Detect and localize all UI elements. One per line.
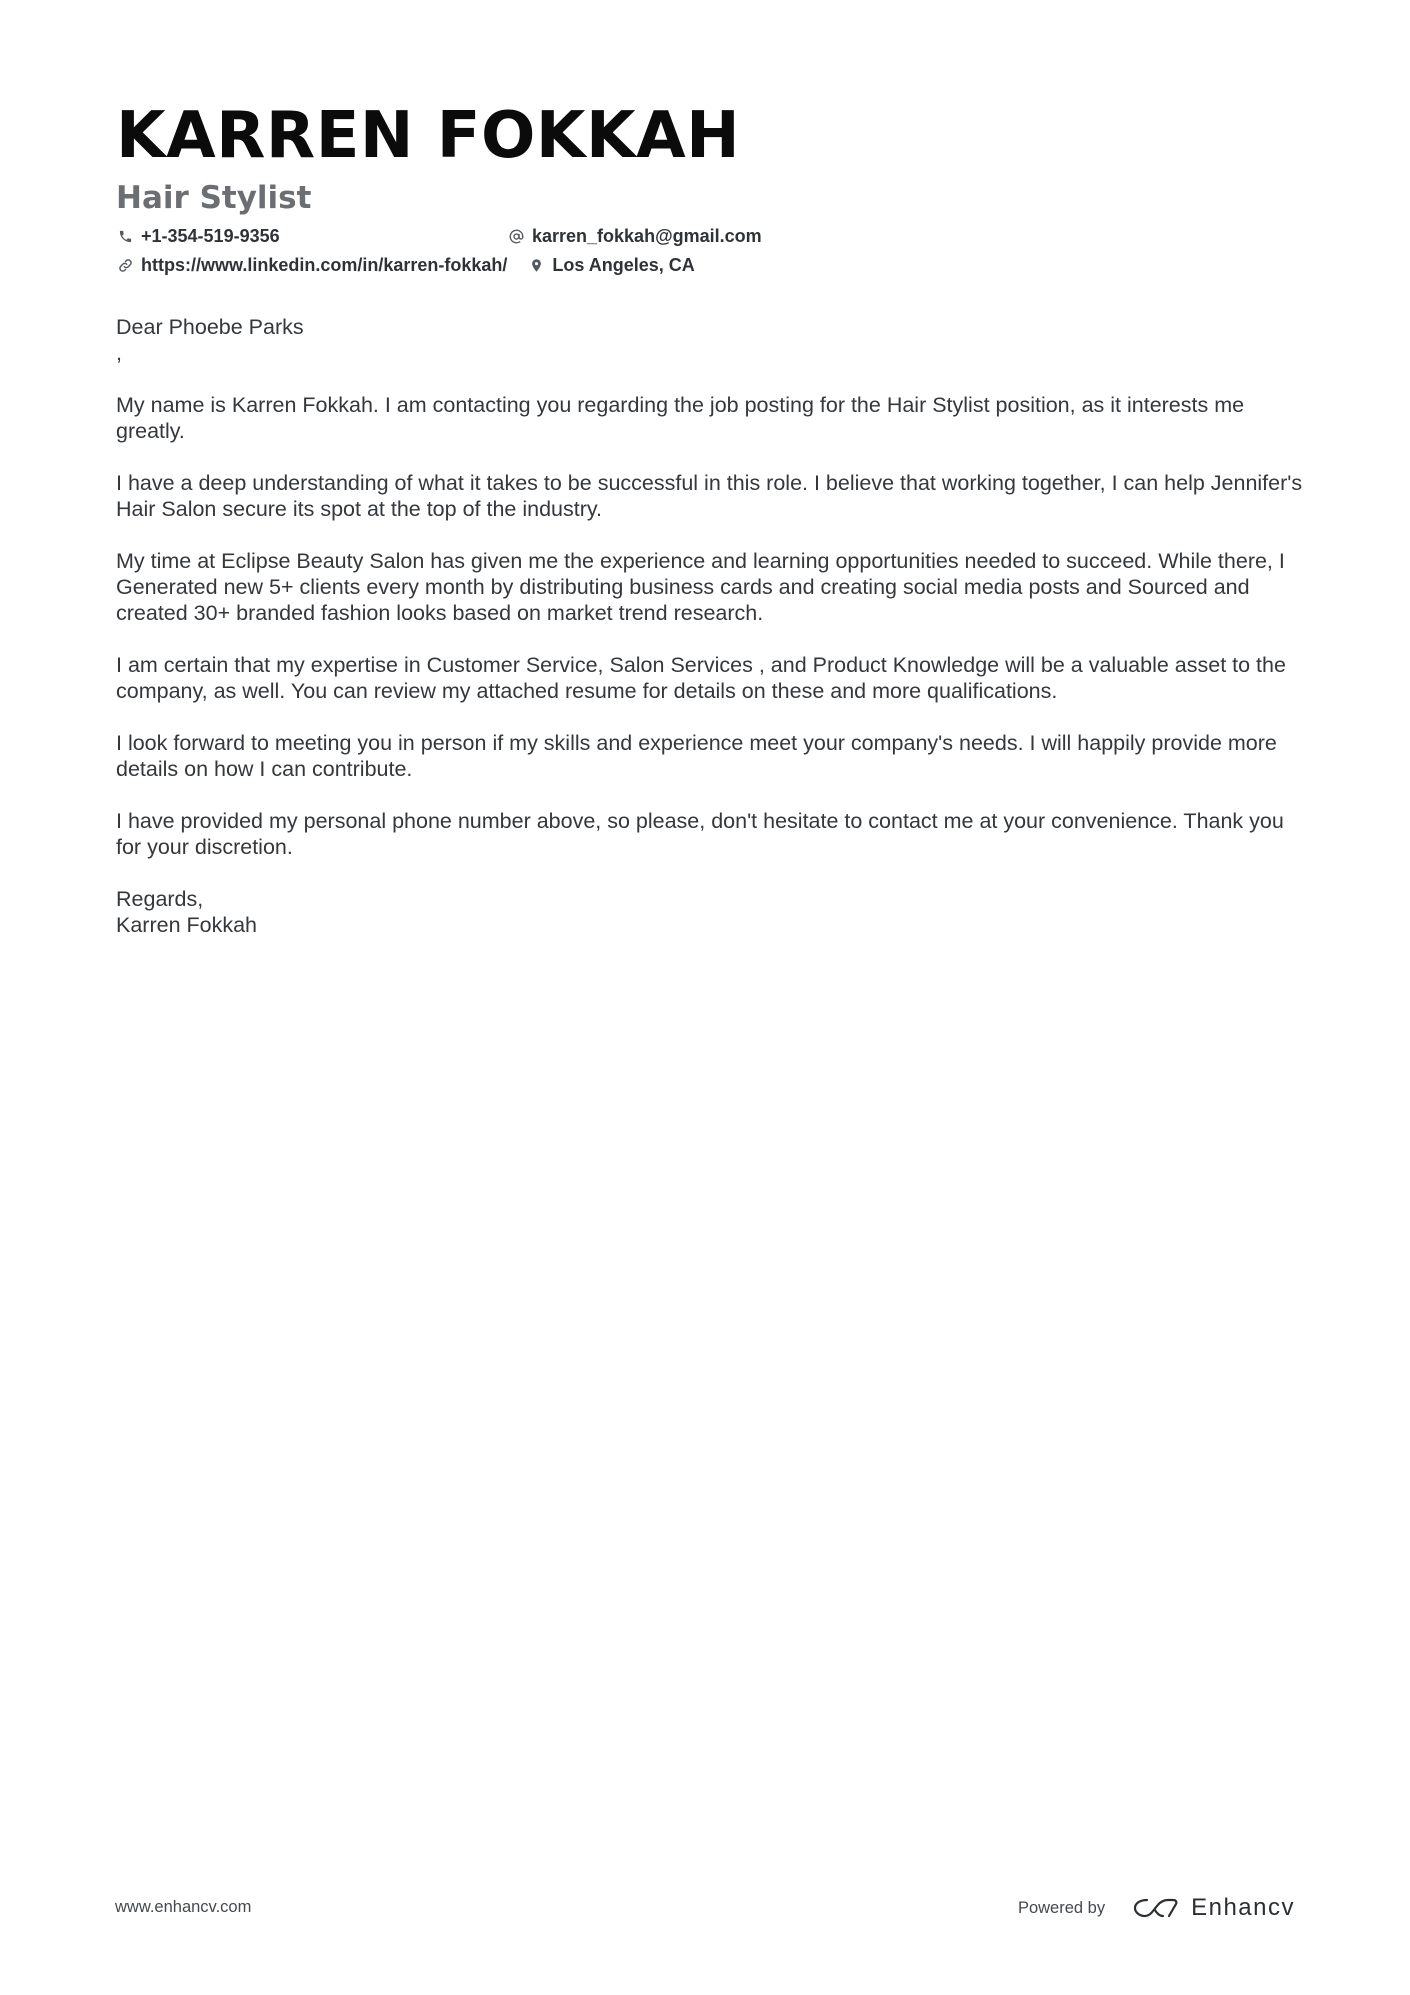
location-pin-icon	[527, 257, 545, 275]
website-link[interactable]: www.enhancv.com	[115, 1898, 252, 1916]
contact-row	[116, 222, 1296, 251]
phone-contact	[116, 226, 507, 247]
page-footer	[115, 1890, 1295, 1926]
linkedin-contact	[116, 255, 507, 276]
contact-info	[116, 222, 1296, 280]
letter-body	[116, 314, 1306, 938]
phone-icon	[116, 228, 134, 246]
salutation-comma: ,	[116, 341, 122, 365]
powered-by-label: Powered by	[1017, 1898, 1106, 1917]
letter-paragraph: I look forward to meeting you in person if my skills and experience meet your company's needs. I will happily provide more details on how I can contribute.	[116, 731, 1277, 781]
signature: Karren Fokkah	[116, 913, 258, 937]
location-text: Los Angeles, CA	[552, 255, 695, 275]
letter-paragraph: I have provided my personal phone number above, so please, don't hesitate to contact me at your convenience. Thank you for your discretion.	[116, 809, 1284, 859]
powered-by	[1018, 1890, 1295, 1926]
applicant-role: Hair Stylist	[116, 180, 312, 216]
email-address[interactable]: karren_fokkah@gmail.com	[532, 226, 762, 246]
contact-row	[116, 251, 1296, 280]
phone-number[interactable]: +1-354-519-9356	[141, 226, 280, 246]
at-icon	[507, 228, 525, 246]
linkedin-url[interactable]: https://www.linkedin.com/in/karren-fokkah/	[141, 255, 508, 275]
brand-name: Enhancv	[1191, 1894, 1295, 1921]
salutation: Dear Phoebe Parks	[116, 315, 304, 339]
link-icon	[116, 257, 134, 275]
enhancv-logo-icon	[1133, 1895, 1179, 1921]
closing: Regards,	[116, 887, 204, 911]
letter-paragraph: I am certain that my expertise in Customer Service, Salon Services , and Product Knowledge will be a valuable asset to the company, as well. You can review my attached resume for details on these and more qualifications.	[116, 653, 1286, 703]
letter-paragraph: My name is Karren Fokkah. I am contacting you regarding the job posting for the Hair Stylist position, as it interests me greatly.	[116, 393, 1245, 443]
email-contact	[507, 226, 762, 247]
letter-paragraph: I have a deep understanding of what it takes to be successful in this role. I believe that working together, I can help Jennifer's Hair Salon secure its spot at the top of the industry.	[116, 471, 1303, 521]
location-contact	[527, 255, 694, 276]
letter-paragraph: My time at Eclipse Beauty Salon has given me the experience and learning opportunities needed to succeed. While there, I Generated new 5+ clients every month by distributing business cards and creating social media posts and Sourced and created 30+ branded fashion looks based on market trend research.	[116, 549, 1285, 625]
letter-header	[116, 96, 1296, 280]
brand-link[interactable]	[1133, 1894, 1295, 1922]
applicant-name: KARREN FOKKAH	[116, 99, 741, 173]
